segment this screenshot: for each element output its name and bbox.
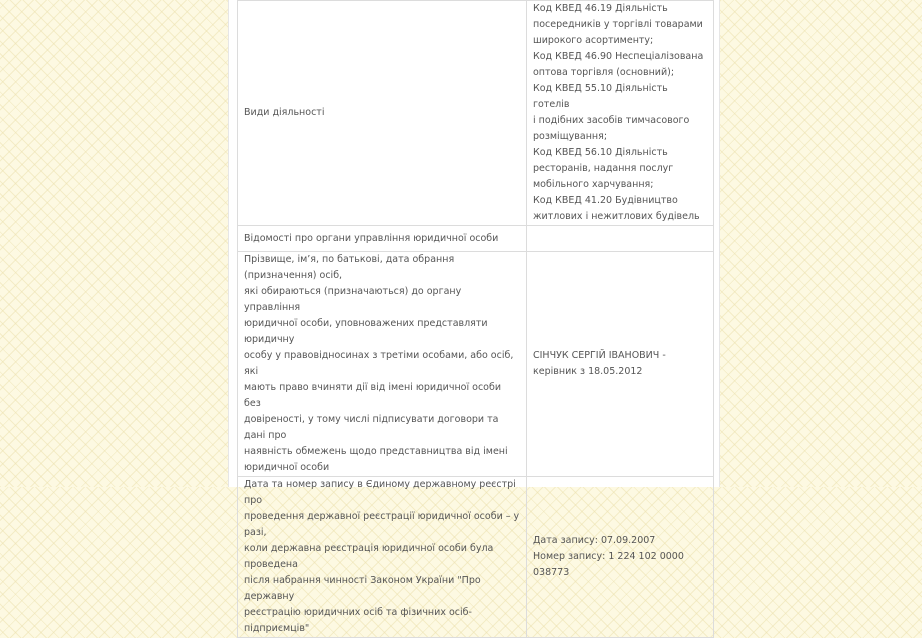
record-label-line: після набрання чинності Законом України "Про державну [244,575,481,602]
content-page [228,0,720,634]
table-row-heads [238,252,714,477]
heads-label-line: особу у правовідносинах з третіми особами, або осіб, які [244,350,514,377]
heads-label-line: довіреності, у тому числі підписувати договори та дані про [244,414,499,441]
activity-line: Код КВЕД 46.90 Неспеціалізована [533,51,704,62]
heads-label-line: юридичної особи [244,462,330,473]
activity-line: широкого асортименту; [533,35,654,46]
table-row-record [238,477,714,638]
activity-line: Код КВЕД 41.20 Будівництво [533,195,678,206]
table-row-governance [238,226,714,252]
head-role: керівник з 18.05.2012 [533,366,643,377]
table-row-activities [238,1,714,226]
activity-line: ресторанів, надання послуг [533,163,674,174]
governance-value [527,226,714,252]
record-label [238,477,527,638]
heads-label-line: мають право вчиняти дії від імені юридичної особи без [244,382,502,409]
governance-label: Відомості про органи управління юридичної особи [238,226,527,252]
activity-line: мобільного харчування; [533,179,654,190]
record-label-line: проведення державної реєстрації юридичної особи – у разі, [244,511,520,538]
record-number-cont: 038773 [533,567,570,578]
heads-label-line: наявність обмежень щодо представництва від імені [244,446,508,457]
activity-line: розміщування; [533,131,608,142]
activity-line: Код КВЕД 56.10 Діяльність [533,147,668,158]
record-label-line: Дата та номер запису в Єдиному державному реєстрі про [244,479,516,506]
activity-line: оптова торгівля (основний); [533,67,675,78]
activity-line: і подібних засобів тимчасового [533,115,690,126]
record-date: Дата запису: 07.09.2007 [533,535,656,546]
activity-line: Код КВЕД 55.10 Діяльність готелів [533,83,668,110]
record-label-line: реєстрацію юридичних осіб та фізичних осіб-підприємців" [244,607,472,634]
heads-label-line: які обираються (призначаються) до органу управління [244,286,462,313]
heads-label-line: юридичної особи, уповноважених представляти юридичну [244,318,488,345]
record-value [527,477,714,638]
registry-table [237,0,714,638]
heads-value [527,252,714,477]
activities-label: Види діяльності [238,1,527,226]
heads-label-line: Прізвище, ім’я, по батькові, дата обрання (призначення) осіб, [244,254,455,281]
activity-line: посередників у торгівлі товарами [533,19,703,30]
activity-line: Код КВЕД 46.19 Діяльність [533,3,668,14]
record-number: Номер запису: 1 224 102 0000 [533,551,684,562]
record-label-line: коли державна реєстрація юридичної особи була проведена [244,543,494,570]
activity-line: житлових і нежитлових будівель [533,211,700,222]
head-name: СІНЧУК СЕРГІЙ ІВАНОВИЧ - [533,350,666,361]
activities-value [527,1,714,226]
heads-label [238,252,527,477]
